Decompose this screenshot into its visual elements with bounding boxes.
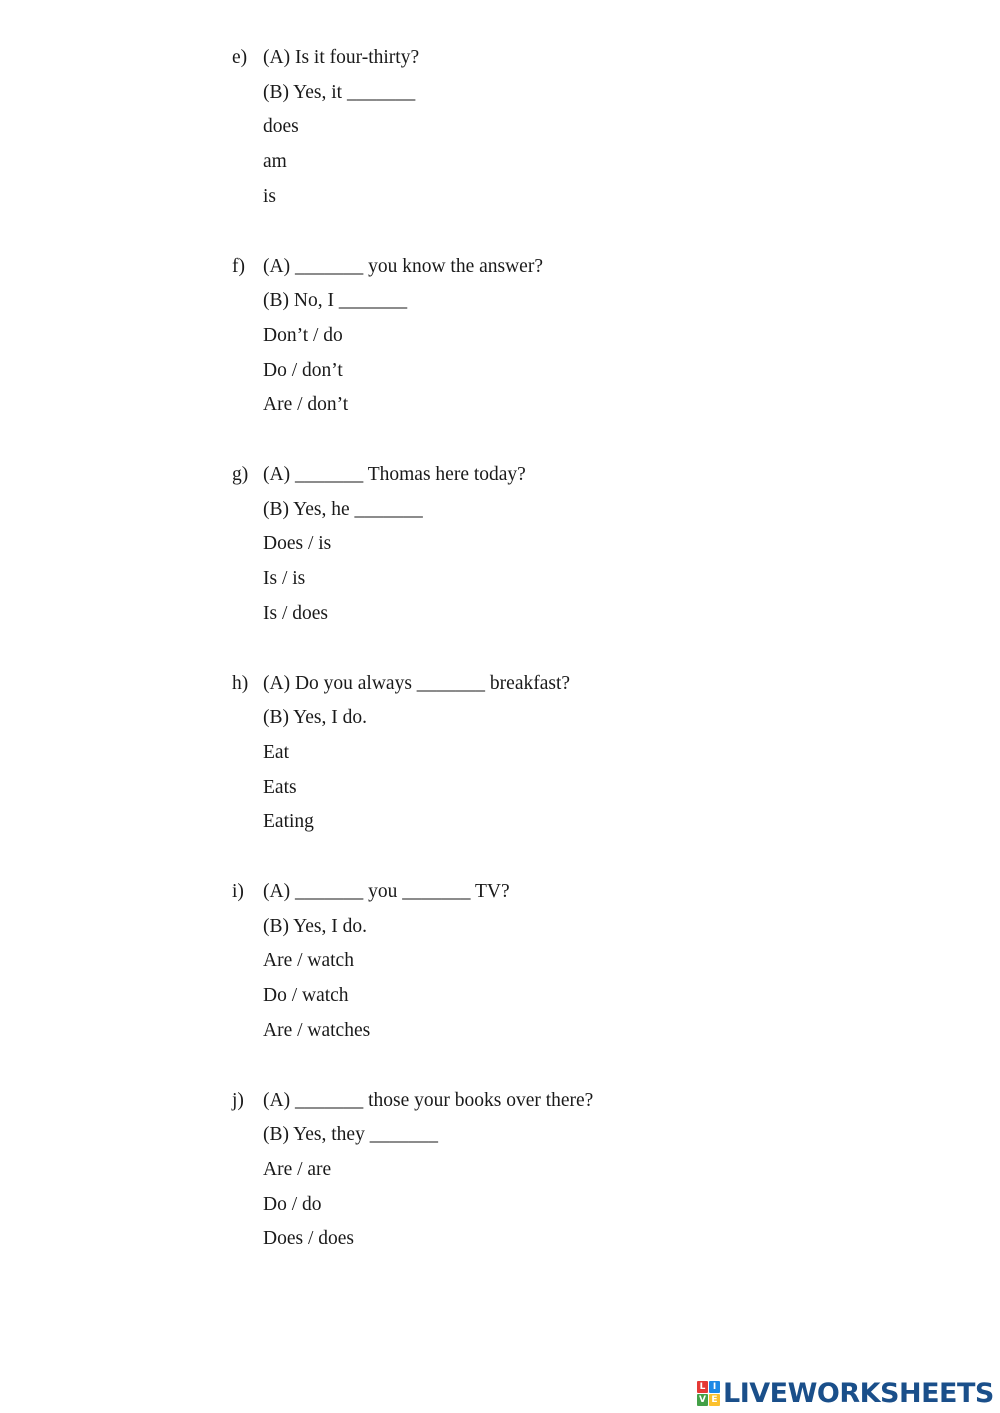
question-prompt-b xyxy=(232,83,932,118)
logo-tile: E xyxy=(709,1394,720,1406)
question-text-b: (B) Yes, he _______ xyxy=(263,498,423,520)
answer-option[interactable] xyxy=(232,395,932,430)
answer-option[interactable] xyxy=(232,604,932,639)
answer-option-label[interactable]: is xyxy=(263,185,277,207)
question-letter: h) xyxy=(232,672,249,694)
answer-option[interactable] xyxy=(232,534,932,569)
answer-option[interactable] xyxy=(232,743,932,778)
answer-option[interactable] xyxy=(232,778,932,813)
answer-option-label[interactable]: Are / watches xyxy=(263,1019,371,1041)
question-prompt-b xyxy=(232,917,932,952)
logo-tile: L xyxy=(697,1381,708,1393)
answer-option[interactable] xyxy=(232,951,932,986)
question-text-b: (B) Yes, I do. xyxy=(263,707,368,729)
question-h xyxy=(232,674,932,847)
question-prompt-a xyxy=(232,465,932,500)
answer-option-label[interactable]: Do / watch xyxy=(263,985,349,1007)
question-i xyxy=(232,882,932,1055)
question-prompt-b xyxy=(232,708,932,743)
brand-name: LIVEWORKSHEETS xyxy=(723,1378,994,1409)
answer-option-label[interactable]: Eating xyxy=(263,811,314,833)
answer-option[interactable] xyxy=(232,1229,932,1264)
question-letter: e) xyxy=(232,47,248,68)
question-text-a: (A) _______ you _______ TV? xyxy=(263,881,510,902)
question-letter: g) xyxy=(232,464,249,485)
question-prompt-a xyxy=(232,48,932,83)
answer-option-label[interactable]: Is / is xyxy=(263,568,306,590)
question-prompt-b xyxy=(232,1125,932,1160)
answer-option-label[interactable]: Do / do xyxy=(263,1193,322,1215)
question-j xyxy=(232,1091,932,1264)
answer-option-label[interactable]: Eat xyxy=(263,741,289,763)
question-letter: i) xyxy=(232,881,244,902)
question-text-a: (A) Do you always _______ breakfast? xyxy=(263,672,571,694)
logo-tile: V xyxy=(697,1394,708,1406)
question-prompt-b xyxy=(232,500,932,535)
answer-option[interactable] xyxy=(232,812,932,847)
answer-option[interactable] xyxy=(232,361,932,396)
answer-option[interactable] xyxy=(232,569,932,604)
question-prompt-a xyxy=(232,257,932,292)
answer-option-label[interactable]: Do / don’t xyxy=(263,359,343,381)
answer-option-label[interactable]: Are / watch xyxy=(263,950,354,972)
question-text-a: (A) _______ Thomas here today? xyxy=(263,464,526,485)
liveworksheets-brand xyxy=(697,1376,994,1412)
question-text-b: (B) Yes, they _______ xyxy=(263,1124,438,1146)
answer-option[interactable] xyxy=(232,326,932,361)
answer-option-label[interactable]: Is / does xyxy=(263,602,328,624)
question-e xyxy=(232,48,932,221)
answer-option[interactable] xyxy=(232,187,932,222)
question-letter: j) xyxy=(232,1089,244,1111)
logo-tile: I xyxy=(709,1381,720,1393)
question-letter: f) xyxy=(232,255,245,277)
question-g xyxy=(232,465,932,638)
answer-option[interactable] xyxy=(232,1195,932,1230)
question-prompt-b xyxy=(232,291,932,326)
answer-option-label[interactable]: Don’t / do xyxy=(263,324,343,346)
question-text-b: (B) Yes, I do. xyxy=(263,915,368,937)
answer-option-label[interactable]: does xyxy=(263,116,299,138)
answer-option[interactable] xyxy=(232,1021,932,1056)
question-text-b: (B) No, I _______ xyxy=(263,290,408,312)
answer-option-label[interactable]: Eats xyxy=(263,776,297,798)
question-text-b: (B) Yes, it _______ xyxy=(263,81,416,103)
question-prompt-a xyxy=(232,882,932,917)
answer-option-label[interactable]: Does / does xyxy=(263,1228,354,1250)
question-text-a: (A) _______ you know the answer? xyxy=(263,255,543,277)
answer-option[interactable] xyxy=(232,117,932,152)
answer-option-label[interactable]: Are / don’t xyxy=(263,394,349,416)
liveworksheets-logo-icon xyxy=(697,1381,721,1407)
answer-option-label[interactable]: Does / is xyxy=(263,533,332,555)
question-prompt-a xyxy=(232,674,932,709)
answer-option-label[interactable]: am xyxy=(263,151,287,173)
question-prompt-a xyxy=(232,1091,932,1126)
question-text-a: (A) Is it four-thirty? xyxy=(263,47,420,68)
answer-option[interactable] xyxy=(232,152,932,187)
question-text-a: (A) _______ those your books over there? xyxy=(263,1089,594,1111)
answer-option[interactable] xyxy=(232,986,932,1021)
answer-option[interactable] xyxy=(232,1160,932,1195)
answer-option-label[interactable]: Are / are xyxy=(263,1158,332,1180)
question-f xyxy=(232,257,932,430)
